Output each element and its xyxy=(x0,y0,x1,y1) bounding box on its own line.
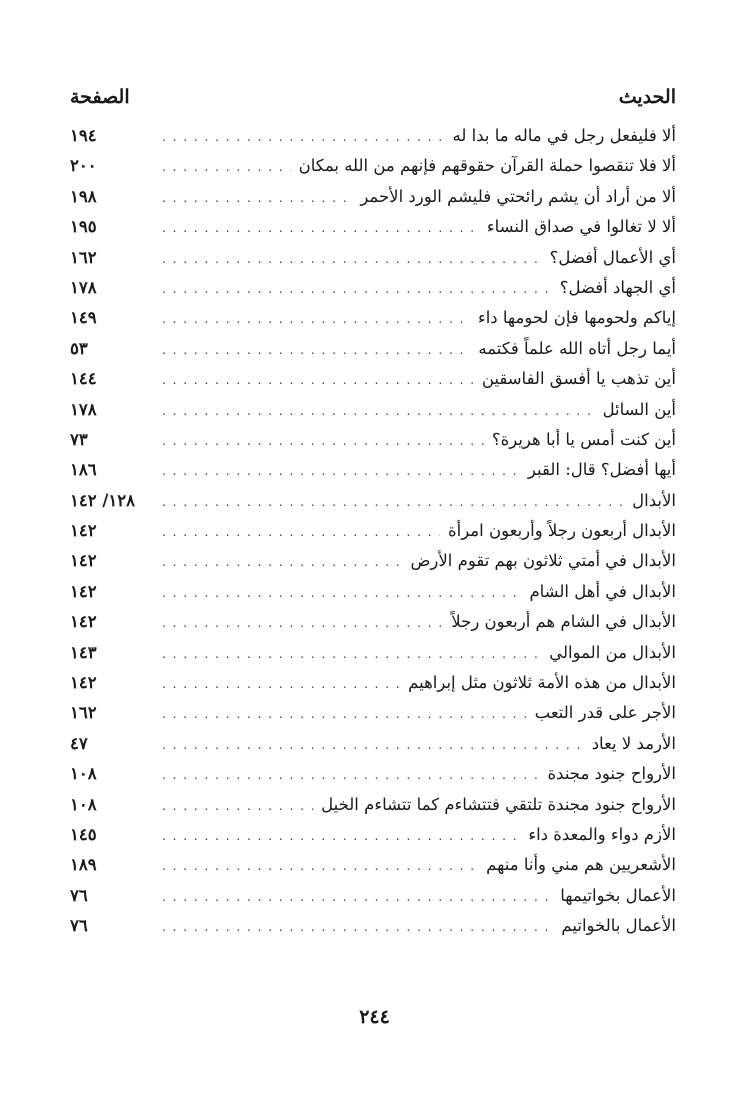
hadith-column-title: الحديث xyxy=(618,86,676,108)
column-headers xyxy=(70,86,676,116)
dot-leader xyxy=(162,669,400,699)
index-entry xyxy=(70,455,676,485)
index-entry xyxy=(70,151,676,181)
dot-leader xyxy=(162,335,470,365)
dot-leader xyxy=(162,791,313,821)
dot-leader xyxy=(162,699,527,729)
page-column-title: الصفحة xyxy=(70,86,130,108)
index-entry xyxy=(70,638,676,668)
entry-page-number: ١٤٢ xyxy=(70,581,97,601)
dot-leader xyxy=(162,244,542,274)
entry-text: ألا من أراد أن يشم رائحتي فليشم الورد الأحمر xyxy=(360,186,676,206)
index-entry xyxy=(70,121,676,151)
entry-text: الأرواح جنود مجندة تلتقي فتتشاءم كما تتشاءم الخيل xyxy=(321,794,676,814)
entry-page-number: ١٦٢ xyxy=(70,247,97,267)
entry-text: ألا فلا تنقصوا حملة القرآن حقوقهم فإنهم من الله بمكان xyxy=(298,156,676,176)
index-entry xyxy=(70,486,676,516)
entry-text: الأرمد لا يعاد xyxy=(591,733,676,753)
index-entry xyxy=(70,790,676,820)
index-entry xyxy=(70,425,676,455)
dot-leader xyxy=(162,274,552,304)
dot-leader xyxy=(162,152,291,182)
dot-leader xyxy=(162,547,402,577)
entry-text: ألا لا تغالوا في صداق النساء xyxy=(486,217,676,237)
entry-page-number: ١٧٨ xyxy=(70,277,97,297)
dot-leader xyxy=(162,183,352,213)
dot-leader xyxy=(162,578,521,608)
dot-leader xyxy=(162,213,479,243)
dot-leader xyxy=(162,851,478,881)
entry-text: أين تذهب يا أفسق الفاسقين xyxy=(481,369,676,389)
entry-text: الأبدال في الشام هم أربعون رجلاً xyxy=(451,612,676,632)
index-entry xyxy=(70,881,676,911)
entry-page-number: ١٤٢ xyxy=(70,521,97,541)
index-entry xyxy=(70,850,676,880)
index-page xyxy=(70,86,676,942)
entry-text: الأجر على قدر التعب xyxy=(534,703,676,723)
dot-leader xyxy=(162,517,440,547)
entry-page-number: ٧٦ xyxy=(70,885,88,905)
entry-text: الأزم دواء والمعدة داء xyxy=(528,824,676,844)
entry-page-number: ١٠٨ xyxy=(70,764,97,784)
index-entry xyxy=(70,395,676,425)
entry-page-number: ١٩٨ xyxy=(70,186,97,206)
index-entry xyxy=(70,364,676,394)
dot-leader xyxy=(162,396,595,426)
entry-page-number: ٢٠٠ xyxy=(70,156,97,176)
dot-leader xyxy=(162,639,541,669)
index-entry xyxy=(70,729,676,759)
entry-text: الأبدال xyxy=(632,490,676,510)
entry-text: الأبدال من هذه الأمة ثلاثون مثل إبراهيم xyxy=(408,673,676,693)
index-entry xyxy=(70,273,676,303)
entry-text: الأرواح جنود مجندة xyxy=(547,764,676,784)
index-entry xyxy=(70,577,676,607)
entry-text: أي الجهاد أفضل؟ xyxy=(559,277,676,297)
index-entries xyxy=(70,121,676,942)
entry-text: إياكم ولحومها فإن لحومها داء xyxy=(477,308,676,328)
entry-page-number: ١٦٢ xyxy=(70,703,97,723)
entry-page-number: ١٤٤ xyxy=(70,369,97,389)
index-entry xyxy=(70,303,676,333)
dot-leader xyxy=(162,487,624,517)
entry-page-number: ١٨٩ xyxy=(70,855,97,875)
dot-leader xyxy=(162,882,552,912)
entry-text: أين كنت أمس يا أبا هريرة؟ xyxy=(491,429,676,449)
entry-page-number: ١٤٢ xyxy=(70,673,97,693)
entry-page-number: ٧٦ xyxy=(70,916,88,936)
entry-text: الأبدال في أمتي ثلاثون بهم تقوم الأرض xyxy=(410,551,676,571)
dot-leader xyxy=(162,426,484,456)
entry-text: الأبدال في أهل الشام xyxy=(529,581,676,601)
entry-text: أي الأعمال أفضل؟ xyxy=(549,247,676,267)
entry-page-number: ١٩٥ xyxy=(70,217,97,237)
entry-text: أيها أفضل؟ قال: القبر xyxy=(527,460,676,480)
entry-page-number: ٥٣ xyxy=(70,338,88,358)
index-entry xyxy=(70,546,676,576)
entry-text: الأعمال بالخواتيم xyxy=(561,916,676,936)
entry-text: أيما رجل أتاه الله علماً فكتمه xyxy=(478,338,676,358)
entry-page-number: ١٤٢ xyxy=(70,612,97,632)
index-entry xyxy=(70,243,676,273)
entry-page-number: ١٤٣ xyxy=(70,642,97,662)
index-entry xyxy=(70,820,676,850)
index-entry xyxy=(70,911,676,941)
index-entry xyxy=(70,607,676,637)
index-entry xyxy=(70,334,676,364)
dot-leader xyxy=(162,365,474,395)
entry-page-number: ١٨٦ xyxy=(70,460,97,480)
index-entry xyxy=(70,516,676,546)
entry-page-number: ١٩٤ xyxy=(70,126,97,145)
index-entry xyxy=(70,182,676,212)
entry-page-number: ٤٧ xyxy=(70,733,88,753)
dot-leader xyxy=(162,122,445,152)
entry-page-number: ١٤٩ xyxy=(70,308,97,328)
entry-page-number: ١٢٨/ ١٤٢ xyxy=(70,490,135,510)
entry-page-number: ١٧٨ xyxy=(70,399,97,419)
dot-leader xyxy=(162,730,584,760)
index-entry xyxy=(70,698,676,728)
dot-leader xyxy=(162,608,443,638)
entry-page-number: ١٠٨ xyxy=(70,794,97,814)
index-entry xyxy=(70,212,676,242)
entry-page-number: ١٤٢ xyxy=(70,551,97,571)
entry-text: الأبدال أربعون رجلاً وأربعون امرأة xyxy=(447,521,676,541)
index-entry xyxy=(70,759,676,789)
index-entry xyxy=(70,668,676,698)
dot-leader xyxy=(162,760,540,790)
entry-text: ألا فليفعل رجل في ماله ما بدا له xyxy=(452,126,676,145)
dot-leader xyxy=(162,304,470,334)
entry-page-number: ١٤٥ xyxy=(70,824,97,844)
entry-text: الأبدال من الموالي xyxy=(549,642,676,662)
entry-text: الأشعريين هم مني وأنا منهم xyxy=(486,855,676,875)
dot-leader xyxy=(162,456,520,486)
entry-page-number: ٧٣ xyxy=(70,429,88,449)
dot-leader xyxy=(162,912,553,942)
entry-text: الأعمال بخواتيمها xyxy=(560,885,676,905)
dot-leader xyxy=(162,821,520,851)
page-number: ٢٤٤ xyxy=(359,1006,390,1028)
entry-text: أين السائل xyxy=(602,399,676,419)
